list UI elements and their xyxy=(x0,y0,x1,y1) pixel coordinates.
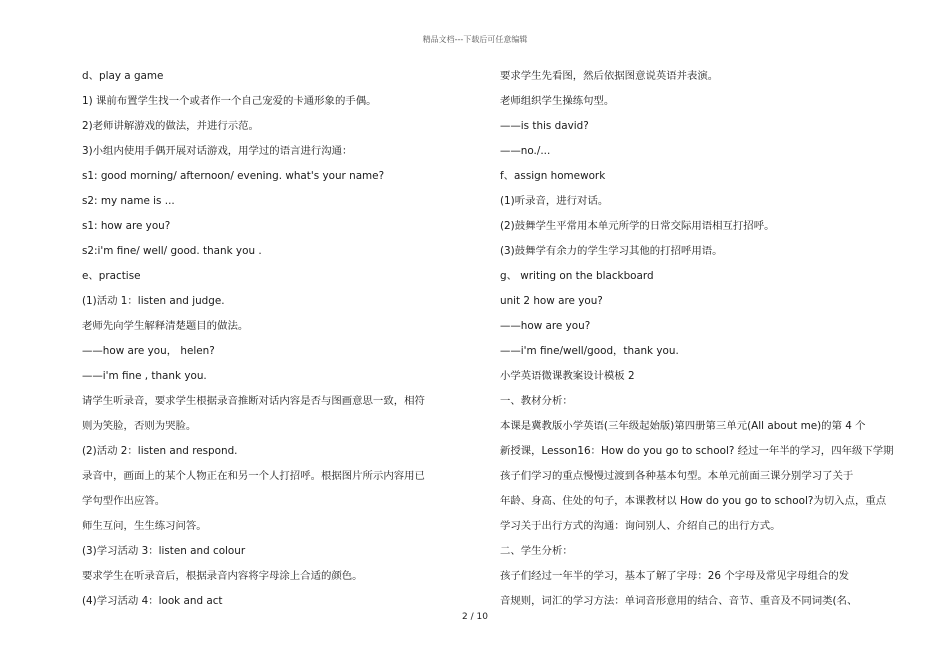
text-line: 要求学生先看图，然后依据图意说英语并表演。 xyxy=(500,70,719,82)
text-line: (3)鼓舞学有余力的学生学习其他的打招呼用语。 xyxy=(500,245,723,257)
text-line: s1: how are you? xyxy=(82,220,171,232)
text-line: (1)听录音，进行对话。 xyxy=(500,195,609,207)
text-line: 本课是冀教版小学英语(三年级起始版)第四册第三单元(All about me)的第 4 个 xyxy=(500,420,866,432)
text-line: e、practise xyxy=(82,270,141,282)
text-line: 老师先向学生解释清楚题目的做法。 xyxy=(82,320,249,332)
text-line: 2)老师讲解游戏的做法，并进行示范。 xyxy=(82,120,259,132)
text-line: 1) 课前布置学生找一个或者作一个自己宠爱的卡通形象的手偶。 xyxy=(82,95,377,107)
text-line: d、play a game xyxy=(82,70,164,82)
text-line: 学句型作出应答。 xyxy=(82,495,166,507)
page-header: 精品文档---下载后可任意编辑 xyxy=(422,35,528,44)
text-line: (3)学习活动 3：listen and colour xyxy=(82,545,246,557)
text-line: 二、学生分析： xyxy=(500,545,573,557)
text-line: 3)小组内使用手偶开展对话游戏，用学过的语言进行沟通： xyxy=(82,145,353,157)
text-line: 孩子们学习的重点慢慢过渡到各种基本句型。本单元前面三课分别学习了关于 xyxy=(500,470,854,482)
text-line: 要求学生在听录音后，根据录音内容将字母涂上合适的颜色。 xyxy=(82,570,363,582)
text-line: f、assign homework xyxy=(500,170,606,182)
text-line: ——no./... xyxy=(500,145,551,157)
text-line: 录音中，画面上的某个人物正在和另一个人打招呼。根据图片所示内容用已 xyxy=(82,470,425,482)
text-line: ——how are you? xyxy=(500,320,591,332)
text-line: 师生互问，生生练习问答。 xyxy=(82,520,207,532)
text-line: 则为笑脸，否则为哭脸。 xyxy=(82,420,197,432)
text-line: 年龄、身高、住处的句子，本课教材以 How do you go to school?为切入点，重点 xyxy=(500,495,887,507)
text-line: ——i'm fine/well/good，thank you. xyxy=(500,345,679,357)
text-line: s2:i'm fine/ well/ good. thank you . xyxy=(82,245,262,257)
text-line: 小学英语微课教案设计模板 2 xyxy=(500,370,635,382)
text-line: 学习关于出行方式的沟通：询问别人、介绍自己的出行方式。 xyxy=(500,520,781,532)
text-line: (2)活动 2：listen and respond. xyxy=(82,445,238,457)
text-line: 一、教材分析： xyxy=(500,395,573,407)
text-line: s1: good morning/ afternoon/ evening. what's your name? xyxy=(82,170,385,182)
text-line: ——how are you， helen? xyxy=(82,345,215,357)
text-line: 音规则，词汇的学习方法：单词音形意用的结合、音节、重音及不同词类(名、 xyxy=(500,595,858,607)
text-line: unit 2 how are you? xyxy=(500,295,603,307)
text-line: 新授课，Lesson16：How do you go to school? 经过一年半的学习，四年级下学期 xyxy=(500,445,894,457)
text-line: g、 writing on the blackboard xyxy=(500,270,654,282)
text-line: (4)学习活动 4：look and act xyxy=(82,595,223,607)
right-column xyxy=(500,64,894,614)
text-line: 请学生听录音，要求学生根据录音推断对话内容是否与图画意思一致，相符 xyxy=(82,395,425,407)
text-line: 孩子们经过一年半的学习，基本了解了字母：26 个字母及常见字母组合的发 xyxy=(500,570,850,582)
text-line: ——i'm fine , thank you. xyxy=(82,370,207,382)
text-line: (2)鼓舞学生平常用本单元所学的日常交际用语相互打招呼。 xyxy=(500,220,775,232)
page-number: 2 / 10 xyxy=(462,612,488,622)
text-line: s2: my name is ... xyxy=(82,195,175,207)
text-line: ——is this david? xyxy=(500,120,589,132)
text-line: 老师组织学生操练句型。 xyxy=(500,95,615,107)
text-line: (1)活动 1：listen and judge. xyxy=(82,295,225,307)
left-column xyxy=(82,64,460,614)
